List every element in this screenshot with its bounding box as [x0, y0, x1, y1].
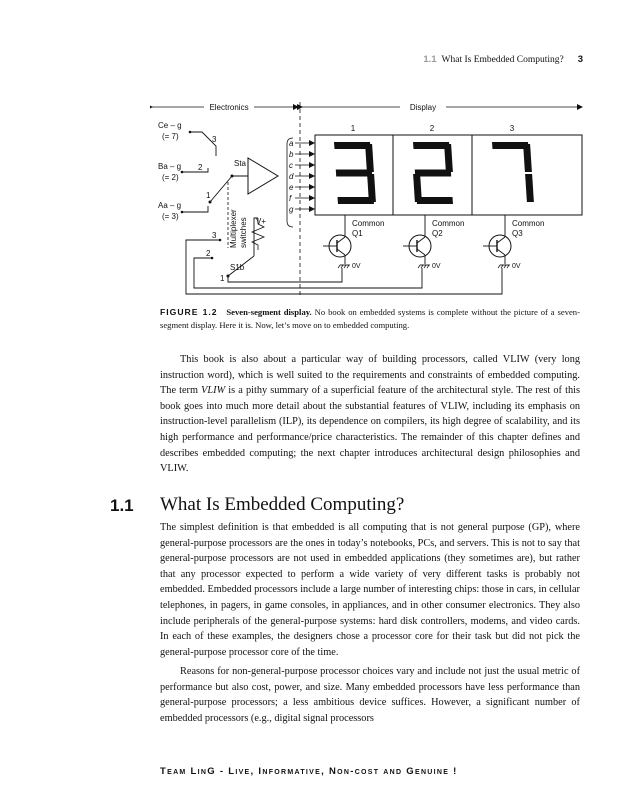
input-value: (= 2) [162, 173, 179, 182]
s1b-label: S1b [230, 263, 245, 272]
body-paragraph: Reasons for non-general-purpose processor choices vary and include not just the usual metric of performance but also cost, power, and size. Many embedded processors have less performance than general-purpose processors; a less ambitious device suffices. However, a significant number of embedded processors (e.g., digital signal processors [160, 666, 580, 724]
common-label: Common [352, 219, 385, 228]
switches-label: switches [239, 217, 248, 248]
input-value: (= 3) [162, 212, 179, 221]
segment-label: f [289, 194, 292, 203]
header-title: What Is Embedded Computing? [441, 55, 564, 65]
ground-label: 0V [352, 263, 361, 270]
display-label: Display [409, 103, 437, 112]
digit-segment-d [417, 197, 454, 204]
input-label: Ce – g [158, 121, 182, 130]
segment-label: g [289, 205, 294, 214]
transistor-q1 [323, 215, 384, 270]
digit-segment-a [492, 142, 529, 149]
seven-segment-figure [150, 98, 590, 298]
transistor-q2 [403, 215, 464, 270]
footer-watermark: Team LinG - Live, Informative, Non-cost and Genuine ! [160, 766, 458, 777]
digit-segment-d [338, 197, 375, 204]
transistor-label: Q3 [512, 229, 523, 238]
digit-segment-g [336, 170, 372, 177]
digit-segment-g [415, 170, 451, 177]
switch-lower-number: 2 [206, 249, 211, 258]
digit-segment-a [413, 142, 450, 149]
transistor-q3 [483, 215, 544, 270]
body-paragraph: The simplest definition is that embedded is all computing that is not general purpose (GP), where general-purpose processors are the ones in today’s notebooks, PCs, and servers. This is not to say that general-purpose processors are not used in embedded applications (they sometimes are), but rather that any processor expected to perform a wide variety of very different tasks is probably not embedded. Embedded processors include a large number of interesting chips: those in cars, in cellular telephones, in pagers, in game consoles, in appliances, and in other consumer electronics. They also include peripherals of the general-purpose systems: hard disk controllers, modems, and video cards. In each of these examples, the designers chose a processor core for their task but did not pick the general-purpose processor core of the time. [160, 522, 580, 658]
vplus-label: V+ [256, 217, 267, 226]
column-number: 1 [350, 124, 356, 133]
body-paragraph-intro [160, 352, 580, 477]
segment-label: c [289, 161, 293, 170]
input-label: Ba – g [158, 162, 182, 171]
buffer-triangle [248, 158, 278, 194]
input-label: Aa – g [158, 201, 182, 210]
ground-label: 0V [512, 263, 521, 270]
intro-text-1: This book is also about a particular way of building processors, called VLIW (very long instruction word), which is well suited to the requirements and constraints of embedded computing. The term [160, 354, 580, 397]
switch-lower-number: 1 [220, 274, 225, 283]
caption-text: No book on embedded systems is complete without the picture of a seven-segment display. Here it is. Now, let’s move on to embedded computing. [160, 307, 580, 330]
column-number: 2 [429, 124, 435, 133]
segment-label: a [289, 139, 294, 148]
intro-text-2: is a pithy summary of a superficial feature of the architectural style. The rest of this book goes into much more detail about the substantial features of VLIW, including its emphasis on instruction-level parallelism (ILP), its dependence on compilers, its high degree of scalability, and its high performance and performance/price characteristics. The remainder of this chapter defines and describes embedded computing; the next chapter introduces architectural design philosophies and VLIW. [160, 385, 580, 475]
intro-emphasis: VLIW [201, 385, 226, 397]
ground-label: 0V [432, 263, 441, 270]
segment-label: e [289, 183, 294, 192]
transistor-label: Q2 [432, 229, 443, 238]
electronics-label: Electronics [209, 103, 249, 112]
switch-lower-number: 3 [212, 231, 217, 240]
caption-heading: Seven-segment display. [226, 307, 312, 317]
input-value: (= 7) [162, 132, 179, 141]
running-header [423, 54, 583, 65]
sta-label: Sta [234, 159, 247, 168]
digit-segment-a [334, 142, 371, 149]
common-label: Common [432, 219, 465, 228]
figure-caption [160, 306, 580, 332]
multiplexer-label: Multiplexer [229, 209, 238, 248]
switch-number: 1 [206, 191, 211, 200]
section-number: 1.1 [110, 496, 134, 515]
page-number: 3 [577, 54, 583, 65]
header-section-number: 1.1 [423, 54, 437, 65]
common-label: Common [512, 219, 545, 228]
segment-label: b [289, 150, 294, 159]
switch-number: 3 [212, 135, 217, 144]
column-number: 3 [509, 124, 515, 133]
figure-label: FIGURE 1.2 [160, 307, 218, 317]
segment-label: d [289, 172, 294, 181]
section-title: What Is Embedded Computing? [160, 494, 405, 515]
switch-number: 2 [198, 163, 203, 172]
transistor-label: Q1 [352, 229, 363, 238]
transistor-group [323, 215, 544, 270]
